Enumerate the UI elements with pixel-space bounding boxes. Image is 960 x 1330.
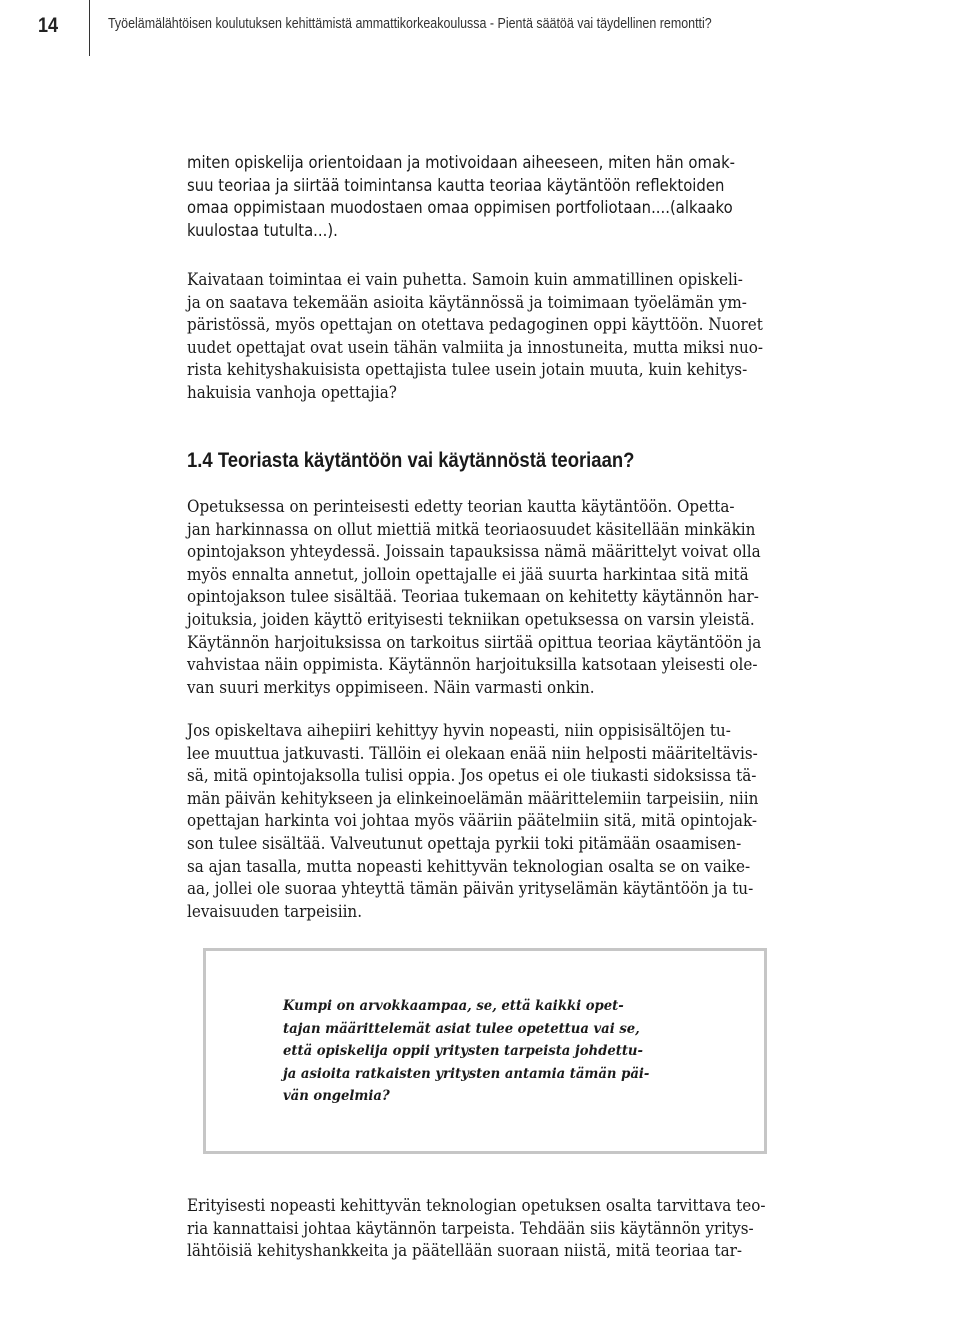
text-line: lee muuttua jatkuvasti. Tällöin ei olekaan enää niin helposti määriteltävis-	[187, 743, 758, 763]
paragraph-teaching	[187, 496, 787, 699]
paragraph-fast-topics	[187, 720, 787, 923]
text-line: suu teoriaa ja siirtää toimintansa kautta teoriaa käytäntöön reflektoiden	[187, 175, 725, 195]
quote-line: tajan määrittelemät asiat tulee opetettua vai se,	[283, 1020, 640, 1037]
text-line: miten opiskelija orientoidaan ja motivoidaan aiheeseen, miten hän omak-	[187, 153, 736, 172]
pull-quote	[283, 995, 723, 1108]
text-line: van suuri merkitys oppimiseen. Näin varmasti onkin.	[187, 677, 595, 697]
text-line: opintojakson yhteydessä. Joissain tapauksissa nämä määrittelyt voivat olla	[187, 542, 761, 562]
text-line: vahvistaa näin oppimista. Käytännön harjoituksilla katsotaan yleisesti ole-	[187, 655, 758, 675]
text-line: Käytännön harjoituksissa on tarkoitus siirtää opittua teoriaa käytäntöön ja	[187, 632, 762, 652]
paragraph-action	[187, 269, 787, 405]
text-line: lähtöisiä kehityshankkeita ja päätellään suoraan niistä, mitä teoriaa tar-	[187, 1241, 743, 1261]
text-line: aa, jollei ole suoraa yhteyttä tämän päivän yrityselämän käytäntöön ja tu-	[187, 879, 754, 899]
text-line: myös ennalta annetut, jolloin opettajalle ei jää suurta harkintaa sitä mitä	[187, 564, 749, 584]
text-line: ja on saatava tekemään asioita käytännössä ja toimimaan työelämän ym-	[187, 292, 747, 312]
text-line: son tulee sisältää. Valveutunut opettaja pyrkii toki pitämään osaamisen-	[187, 833, 742, 853]
text-line: joituksia, joiden käyttö erityisesti tekniikan opetuksessa on varsin yleistä.	[187, 609, 755, 629]
text-line: opettajan harkinta voi johtaa myös vääriin päätelmiin sitä, mitä opintojak-	[187, 811, 758, 831]
paragraph-intro	[187, 152, 787, 242]
text-line: Erityisesti nopeasti kehittyvän teknologian opetuksen osalta tarvittava teo-	[187, 1196, 766, 1215]
text-line: Kaivataan toimintaa ei vain puhetta. Samoin kuin ammatillinen opiskeli-	[187, 270, 743, 289]
section-heading: 1.4 Teoriasta käytäntöön vai käytännöstä teoriaan?	[187, 449, 635, 472]
quote-line: vän ongelmia?	[283, 1088, 390, 1105]
text-line: sä, mitä opintojaksolla tulisi oppia. Jos opetus ei ole tiukasti sidoksissa tä-	[187, 766, 757, 786]
header-divider	[89, 0, 90, 56]
text-line: hakuisia vanhoja opettajia?	[187, 382, 397, 402]
quote-line: Kumpi on arvokkaampaa, se, että kaikki opet-	[283, 998, 624, 1014]
running-title: Työelämälähtöisen koulutuksen kehittämistä ammattikorkeakoulussa - Pientä säätöä vai täydellinen remontti?	[108, 16, 712, 32]
text-line: omaa oppimistaan muodostaen omaa oppimisen portfoliotaan....(alkaako	[187, 198, 733, 218]
text-line: ria kannattaisi johtaa käytännön tarpeista. Tehdään siis käytännön yritys-	[187, 1218, 754, 1238]
text-line: uudet opettajat ovat usein tähän valmiita ja innostuneita, mutta miksi nuo-	[187, 337, 763, 357]
text-line: kuulostaa tutulta...).	[187, 220, 338, 240]
page-number: 14	[38, 14, 59, 37]
text-line: sa ajan tasalla, mutta nopeasti kehittyvän teknologian osalta se on vaike-	[187, 856, 751, 876]
text-line: opintojakson tulee sisältää. Teoriaa tukemaan on kehitetty käytännön har-	[187, 587, 759, 607]
text-line: män päivän kehitykseen ja elinkeinoelämän määrittelemiin tarpeisiin, niin	[187, 788, 759, 808]
quote-line: ja asioita ratkaisten yritysten antamia tämän päi-	[283, 1065, 650, 1082]
text-line: päristössä, myös opettajan on otettava pedagoginen oppi käyttöön. Nuoret	[187, 315, 763, 335]
text-line: rista kehityshakuisista opettajista tulee usein jotain muuta, kuin kehitys-	[187, 360, 748, 380]
text-line: jan harkinnassa on ollut miettiä mitkä teoriaosuudet käsitellään minkäkin	[187, 519, 756, 539]
text-line: levaisuuden tarpeisiin.	[187, 901, 363, 921]
text-line: Opetuksessa on perinteisesti edetty teorian kautta käytäntöön. Opetta-	[187, 497, 735, 516]
page-header	[0, 0, 960, 58]
text-line: Jos opiskeltava aihepiiri kehittyy hyvin nopeasti, niin oppisisältöjen tu-	[187, 721, 731, 740]
paragraph-technology	[187, 1195, 787, 1263]
quote-line: että opiskelija oppii yritysten tarpeista johdettu-	[283, 1043, 643, 1060]
